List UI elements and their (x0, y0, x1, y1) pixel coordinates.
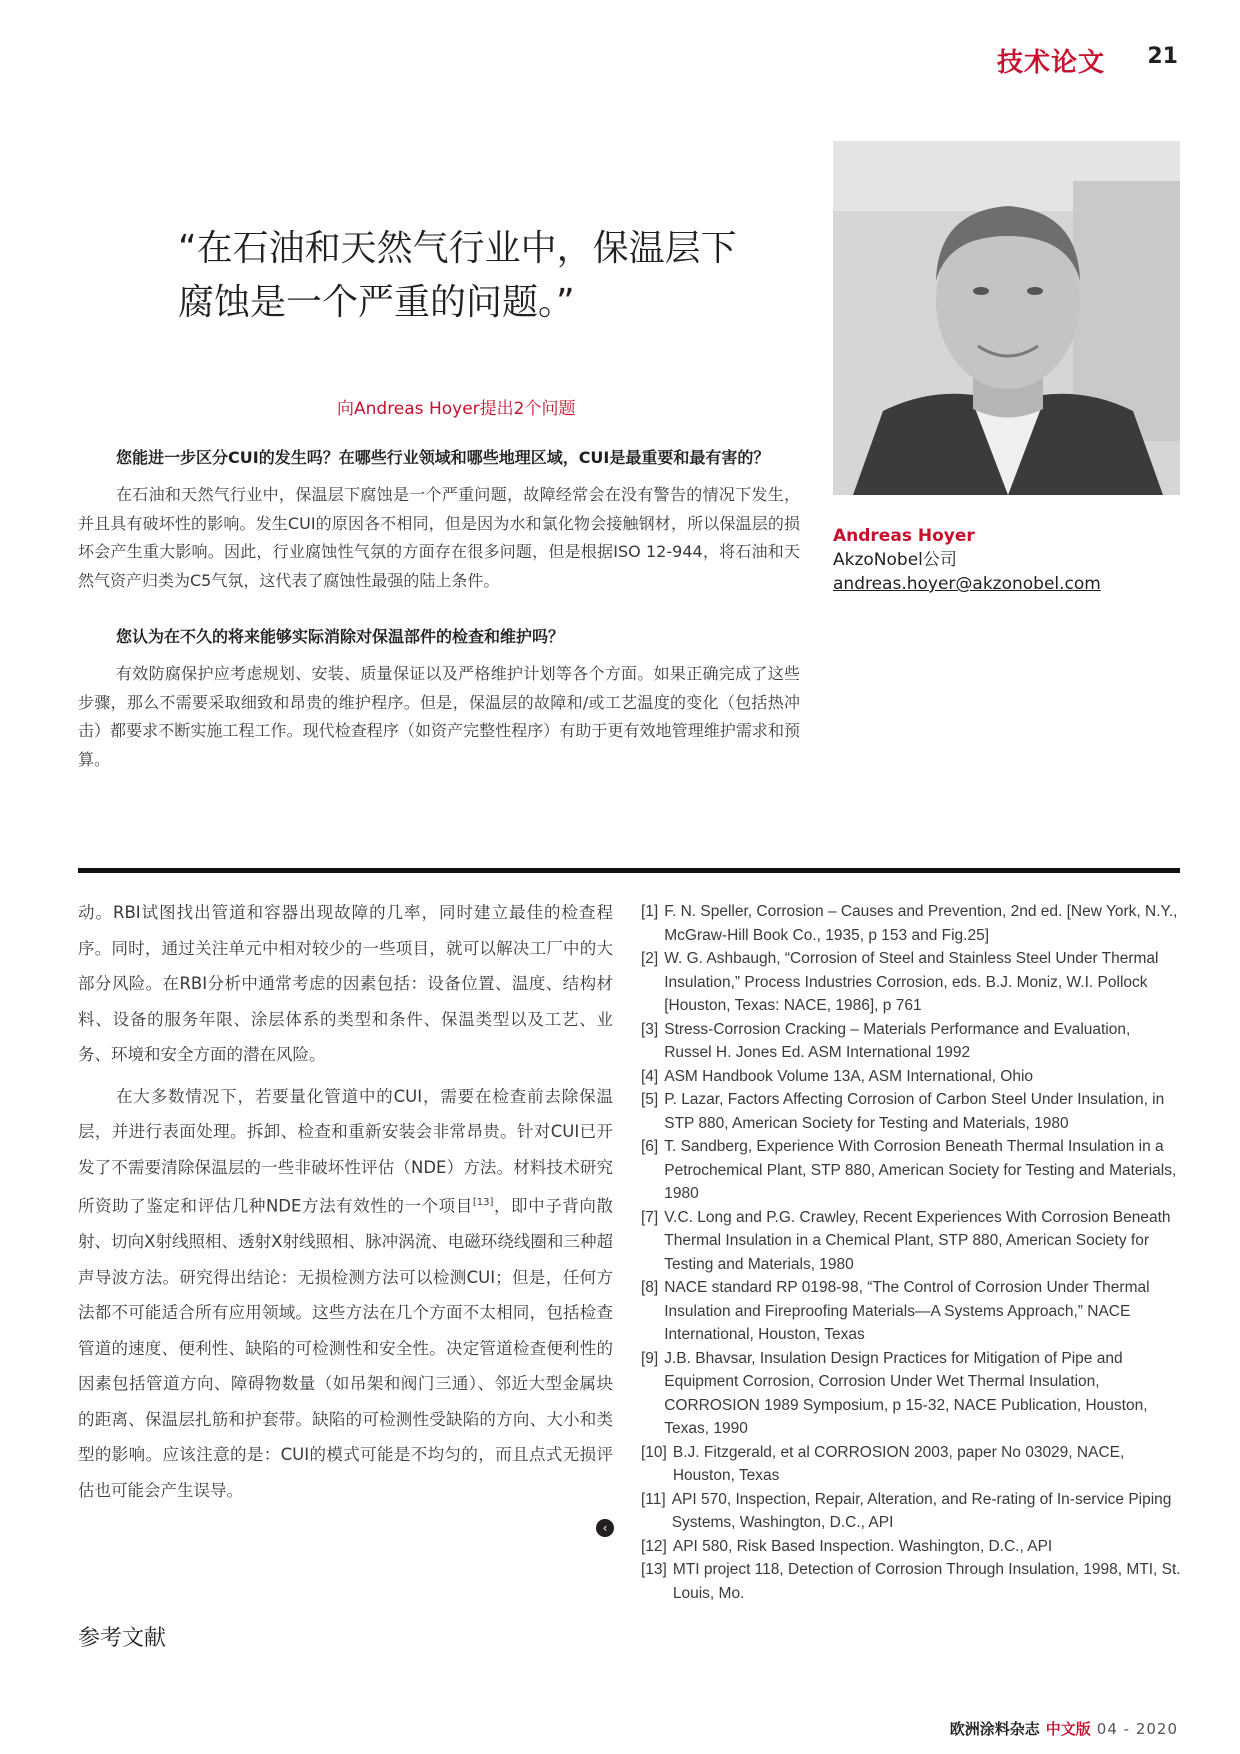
author-photo (833, 141, 1180, 495)
body-text (78, 895, 613, 1508)
body-paragraph-2-part-1: 在大多数情况下，若要量化管道中的CUI，需要在检查前去除保温层，并进行表面处理。拆卸、检查和重新安装会非常昂贵。针对CUI已开发了不需要清除保温层的一些非破坏性评估（NDE）方法。材料技术研究所资助了鉴定和评估几种NDE方法有效性的一个项目 (78, 1086, 613, 1216)
author-company: AkzoNobel公司 (833, 550, 957, 570)
reference-number: [2] (641, 950, 659, 967)
citation-13: [13] (472, 1197, 494, 1208)
question-1: 您能进一步区分CUI的发生吗？在哪些行业领域和哪些地理区域，CUI是最重要和最有害的？ (116, 448, 770, 467)
qa-section (78, 444, 800, 774)
reference-text: API 580, Risk Based Inspection. Washington, D.C., API (672, 1537, 1053, 1555)
reference-text: F. N. Speller, Corrosion – Causes and Prevention, 2nd ed. [New York, N.Y., McGraw-Hill Book Co., 1935, p 153 and Fig.25] (664, 903, 1178, 944)
reference-number: [7] (641, 1208, 659, 1226)
reference-item (641, 1441, 1181, 1488)
reference-item (641, 1065, 1181, 1089)
reference-text: MTI project 118, Detection of Corrosion Through Insulation, 1998, MTI, St. Louis, Mo. (672, 1561, 1181, 1602)
reference-item (641, 947, 1181, 1018)
reference-item (641, 1018, 1181, 1065)
reference-text: J.B. Bhavsar, Insulation Design Practices for Mitigation of Pipe and Equipment Corrosion, Corrosion Under Wet Thermal Insulation, CORROSION 1989 Symposium, p 15-32, NACE Publication, Houston, Texas, 1990 (664, 1349, 1148, 1437)
reference-item (641, 1488, 1181, 1535)
reference-text: T. Sandberg, Experience With Corrosion Beneath Thermal Insulation in a Petrochemical Plant, STP 880, American Society for Testing and Materials, 1980 (664, 1138, 1177, 1202)
reference-number: [11] (641, 1490, 666, 1508)
edition-label: 中文版 (1045, 1720, 1091, 1738)
reference-number: [6] (641, 1138, 659, 1155)
pull-quote: “在石油和天然气行业中，保温层下腐蚀是一个严重的问题。” (178, 228, 737, 323)
chevron-left-icon: ‹ (596, 1519, 614, 1537)
reference-number: [5] (641, 1091, 659, 1108)
author-email-link[interactable]: andreas.hoyer@akzonobel.com (833, 574, 1101, 594)
reference-number: [12] (641, 1537, 667, 1555)
reference-text: Stress-Corrosion Cracking – Materials Performance and Evaluation, Russel H. Jones Ed. ASM International 1992 (664, 1020, 1131, 1061)
reference-item (641, 1558, 1181, 1605)
body-paragraph-1: 动。RBI试图找出管道和容器出现故障的几率，同时建立最佳的检查程序。同时，通过关注单元中相对较少的一些项目，就可以解决工厂中的大部分风险。在RBI分析中通常考虑的因素包括：设备位置、温度、结构材料、设备的服务年限、涂层体系的类型和条件、保温类型以及工艺、业务、环境和安全方面的潜在风险。 (78, 903, 613, 1064)
reference-number: [8] (641, 1279, 659, 1296)
body-paragraph-2 (78, 1079, 613, 1509)
reference-number: [10] (641, 1443, 667, 1461)
section-title: 技术论文 (996, 48, 1105, 78)
reference-item (641, 900, 1181, 947)
reference-number: [3] (641, 1020, 659, 1038)
reference-number: [4] (641, 1067, 659, 1085)
reference-item (641, 1535, 1181, 1559)
answer-1: 在石油和天然气行业中，保温层下腐蚀是一个严重问题，故障经常会在没有警告的情况下发生，并且具有破坏性的影响。发生CUI的原因各不相同，但是因为水和氯化物会接触钢材，所以保温层的损坏会产生重大影响。因此，行业腐蚀性气氛的方面存在很多问题，但是根据ISO 12-944，将石油和天然气资产归类为C5气氛，这代表了腐蚀性最强的陆上条件。 (78, 485, 800, 590)
reference-text: API 570, Inspection, Repair, Alteration, and Re-rating of In-service Piping Systems, Washington, D.C., API (671, 1490, 1172, 1531)
body-paragraph-2-part-2: ，即中子背向散射、切向X射线照相、透射X射线照相、脉冲涡流、电磁环绕线圈和三种超声导波方法。研究得出结论：无损检测方法可以检测CUI；但是，任何方法都不可能适合所有应用领域。这些方法在几个方面不太相同，包括检查管道的速度、便利性、缺陷的可检测性和安全性。决定管道检查便利性的因素包括管道方向、障碍物数量（如吊架和阀门三通）、邻近大型金属块的距离、保温层扎筋和护套带。缺陷的可检测性受缺陷的方向、大小和类型的影响。应该注意的是：CUI的模式可能是不均匀的，而且点式无损评估也可能会产生误导。 (78, 1196, 613, 1500)
reference-text: B.J. Fitzgerald, et al CORROSION 2003, paper No 03029, NACE, Houston, Texas (672, 1443, 1125, 1484)
references-heading: 参考文献 (78, 1626, 167, 1651)
magazine-name: 欧洲涂料杂志 (949, 1720, 1040, 1738)
issue-number: 04 - 2020 (1096, 1720, 1178, 1738)
page-number: 21 (1147, 44, 1178, 69)
reference-number: [9] (641, 1349, 659, 1367)
reference-text: W. G. Ashbaugh, “Corrosion of Steel and Stainless Steel Under Thermal Insulation,” Process Industries Corrosion, eds. B.J. Moniz, W.I. Pollock [Houston, Texas: NACE, 1986], p 761 (664, 950, 1159, 1014)
author-card (833, 524, 1133, 596)
section-divider (78, 868, 1180, 873)
reference-item (641, 1088, 1181, 1135)
reference-number: [1] (641, 903, 659, 920)
answer-2: 有效防腐保护应考虑规划、安装、质量保证以及严格维护计划等各个方面。如果正确完成了这些步骤，那么不需要采取细致和昂贵的维护程序。但是，保温层的故障和/或工艺温度的变化（包括热冲击）都要求不断实施工程工作。现代检查程序（如资产完整性程序）有助于更有效地管理维护需求和预算。 (78, 664, 800, 769)
author-name: Andreas Hoyer (833, 526, 975, 546)
question-2: 您认为在不久的将来能够实际消除对保温部件的检查和维护吗？ (116, 627, 565, 646)
reference-text: NACE standard RP 0198-98, “The Control of Corrosion Under Thermal Insulation and Fireproofing Materials—A Systems Approach,” NACE International, Houston, Texas (664, 1279, 1150, 1343)
reference-text: P. Lazar, Factors Affecting Corrosion of Carbon Steel Under Insulation, in STP 880, American Society for Testing and Materials, 1980 (664, 1091, 1165, 1132)
page-footer (950, 1718, 1178, 1739)
questions-title: 向Andreas Hoyer提出2个问题 (337, 399, 576, 419)
reference-text: ASM Handbook Volume 13A, ASM International, Ohio (664, 1067, 1034, 1085)
reference-item (641, 1347, 1181, 1441)
reference-item (641, 1206, 1181, 1277)
reference-number: [13] (641, 1561, 667, 1578)
reference-item (641, 1135, 1181, 1206)
reference-text: V.C. Long and P.G. Crawley, Recent Experiences With Corrosion Beneath Thermal Insulation in a Chemical Plant, STP 880, American Society for Testing and Materials, 1980 (664, 1208, 1171, 1273)
reference-item (641, 1276, 1181, 1347)
references-list (641, 900, 1181, 1605)
